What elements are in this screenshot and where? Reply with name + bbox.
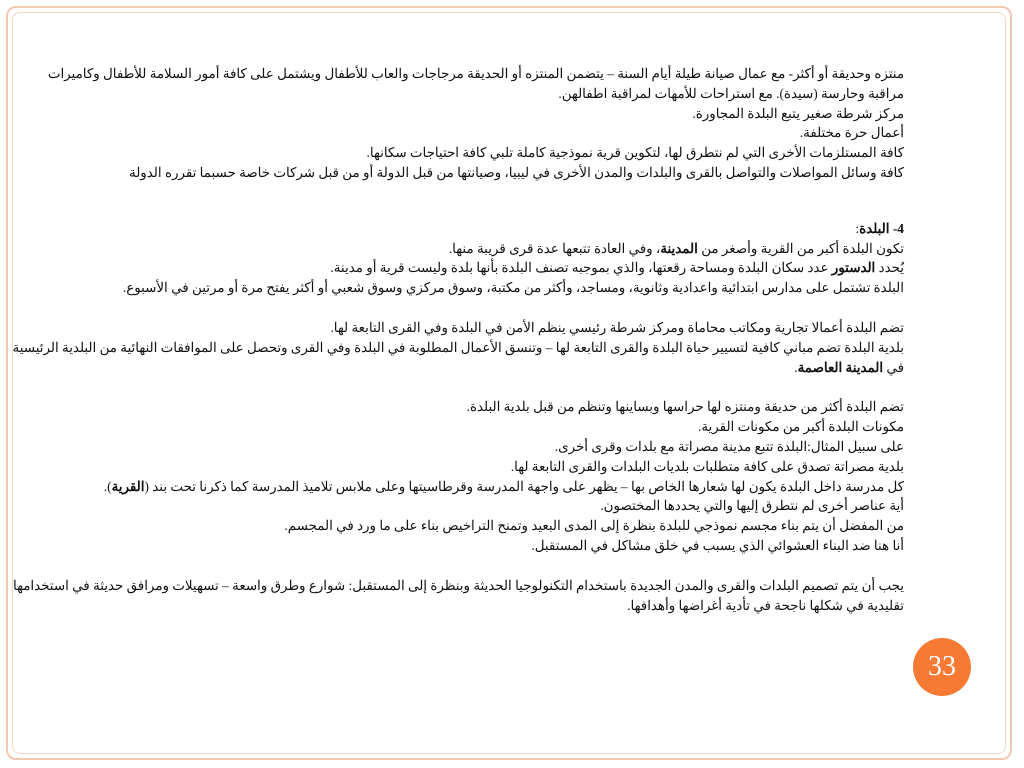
text-run: ، وفي العادة تتبعها عدة قرى قريبة منها. xyxy=(448,240,661,256)
text-run: تكون البلدة أكبر من القرية وأصغر من xyxy=(697,240,904,256)
text-line: البلدة تشتمل على مدارس ابتدائية واعدادية وثانوية، ومساجد، وأكثر من مكتبة، وسوق مركزي وسوق شعبي أو أكثر يفتح مرة أو مرتين في الأسبوع. xyxy=(122,280,904,296)
text-line: بلدية البلدة تضم مباني كافية لتسيير حياة البلدة والقرى التابعة لها – وتنسق الأعمال المطلوبة في البلدة وفي القرى وتحصل على الموافقات النهائية من البلدية الرئيسية xyxy=(12,339,904,355)
text-run: عدد سكان البلدة ومساحة رقعتها، والذي بموجبه تصنف البلدة بأنها بلدة وليست قرية أو مدينة. xyxy=(330,260,832,276)
text-line: مراقبة وحارسة (سيدة). مع استراحات للأمهات لمراقبة اطفالهن. xyxy=(558,85,904,101)
page-number-badge: 33 xyxy=(913,638,971,696)
bold-term-village: القرية xyxy=(111,478,145,494)
text-line: تقليدية في شكلها ناجحة في تأدية أغراضها وأهدافها. xyxy=(627,597,904,613)
text-line: منتزه وحديقة أو أكثر- مع عمال صيانة طيلة أيام السنة – يتضمن المنتزه أو الحديقة مرجاجات والعاب للأطفال ويشتمل على كافة أمور السلامة للأطفال وكاميرات xyxy=(47,66,904,81)
section-heading-text: 4- البلدة xyxy=(859,220,904,236)
text-line: أنا هنا ضد البناء العشوائي الذي يسبب في خلق مشاكل في المستقبل. xyxy=(531,537,904,553)
text-run: يُحدد xyxy=(875,260,904,276)
text-line: أية عناصر أخرى لم نتطرق إليها والتي يحددها المختصون. xyxy=(600,498,904,514)
text-line xyxy=(28,239,904,259)
section-heading-colon: : xyxy=(855,220,860,236)
text-line: كافة وسائل المواصلات والتواصل بالقرى والبلدات والمدن الأخرى في ليبيا، وصيانتها من قبل الدولة أو من قبل شركات خاصة حسبما تقرره الدولة xyxy=(129,164,904,180)
spacer xyxy=(28,298,904,318)
text-line: يجب أن يتم تصميم البلدات والقرى والمدن الجديدة باستخدام التكنولوجيا الحديثة وبنظرة إلى المستقبل: شوارع وطرق واسعة – تسهيلات ومرافق حديثة في استخدامها xyxy=(12,577,904,593)
paragraph-4 xyxy=(12,576,904,616)
text-run: . xyxy=(794,359,798,375)
bold-term-capital-city: المدينة العاصمة xyxy=(797,359,884,375)
text-run: كل مدرسة داخل البلدة يكون لها شعارها الخاص بها – يظهر على واجهة المدرسة وقرطاسيتها وعلى ملابس تلاميذ المدرسة كما ذكرنا تحت بند ( xyxy=(144,478,904,494)
text-line: مركز شرطة صغير يتبع البلدة المجاورة. xyxy=(692,105,904,121)
text-line: من المفضل أن يتم بناء مجسم نموذجي للبلدة بنظرة إلى المدى البعيد وتمنح التراخيص بناء على ما ورد في المجسم. xyxy=(284,518,904,534)
text-line: كافة المستلزمات الأخرى التي لم نتطرق لها، لتكوين قرية نموذجية كاملة تلبي كافة احتياجات سكانها. xyxy=(366,145,904,161)
intro-block xyxy=(28,64,904,183)
paragraph-3 xyxy=(28,397,904,555)
text-line xyxy=(28,358,904,378)
text-line: أعمال حرة مختلفة. xyxy=(799,125,904,141)
text-line: تضم البلدة أعمالا تجارية ومكاتب محاماة ومركز شرطة رئيسي ينظم الأمن في البلدة وفي القرى التابعة لها. xyxy=(330,319,904,335)
spacer xyxy=(28,183,904,219)
bold-term-city: المدينة xyxy=(660,240,698,256)
spacer xyxy=(28,377,904,397)
paragraph-2 xyxy=(12,318,904,377)
paragraph-1 xyxy=(28,239,904,298)
text-line xyxy=(28,477,904,497)
bold-term-constitution: الدستور xyxy=(831,260,876,276)
text-line: بلدية مصراتة تصدق على كافة متطلبات بلديات البلدات والقرى التابعة لها. xyxy=(510,458,904,474)
section-heading xyxy=(28,219,904,239)
text-run: في xyxy=(883,359,904,375)
text-line xyxy=(28,258,904,278)
text-line: مكونات البلدة أكبر من مكونات القرية. xyxy=(698,419,904,435)
text-run: ). xyxy=(103,478,112,494)
text-line: تضم البلدة أكثر من حديقة ومنتزه لها حراسها وبساينها وتنظم من قبل بلدية البلدة. xyxy=(466,399,904,415)
text-line: على سبيل المثال:البلدة تتبع مدينة مصراتة مع بلدات وقرى أخرى. xyxy=(554,438,904,454)
spacer xyxy=(28,556,904,576)
slide-body xyxy=(12,64,904,615)
